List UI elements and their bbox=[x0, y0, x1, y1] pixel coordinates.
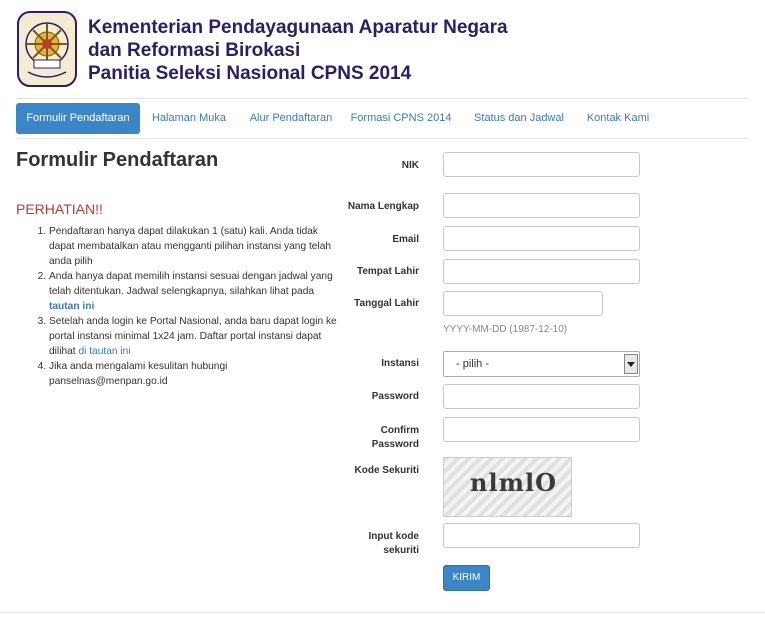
email-input[interactable] bbox=[443, 226, 640, 251]
nav-item-formulir-pendaftaran[interactable]: Formulir Pendaftaran bbox=[16, 103, 140, 134]
footer-divider bbox=[0, 612, 765, 613]
input-kode-label: Input kode sekuriti bbox=[368, 531, 419, 556]
notice-item: 1. Pendaftaran hanya dapat dilakukan 1 (satu) kali. Anda tidak dapat membatalkan atau mengganti pilihan instansi yang telah anda pilih bbox=[49, 224, 339, 269]
password-input[interactable] bbox=[443, 384, 640, 409]
notice-item: 3. Setelah anda login ke Portal Nasional, anda baru dapat login ke portal instansi minimal 1x24 jam. Daftar portal instansi dapat dilihat di tautan ini bbox=[49, 314, 339, 359]
tanggal-lahir-input[interactable] bbox=[443, 291, 603, 316]
password-label: Password bbox=[371, 391, 419, 402]
jadwal-link[interactable]: tautan ini bbox=[49, 301, 95, 312]
nama-lengkap-input[interactable] bbox=[443, 193, 640, 218]
main-nav bbox=[16, 103, 749, 134]
header-divider bbox=[16, 98, 749, 99]
email-label: Email bbox=[392, 234, 419, 245]
tempat-lahir-input[interactable] bbox=[443, 259, 640, 284]
confirm-password-label: Confirm Password bbox=[371, 425, 419, 450]
notice-item: 4. Jika anda mengalami kesulitan hubungi panselnas@menpan.go.id bbox=[49, 359, 339, 389]
tanggal-lahir-label: Tanggal Lahir bbox=[354, 298, 419, 309]
input-kode-sekuriti[interactable] bbox=[443, 523, 640, 548]
instansi-selected-value: - pilih - bbox=[456, 358, 490, 370]
nav-item-halaman-muka[interactable]: Halaman Muka bbox=[152, 112, 226, 124]
captcha-text: nlmlO bbox=[470, 468, 557, 497]
notice-list bbox=[27, 224, 339, 389]
instansi-select[interactable] bbox=[443, 351, 640, 377]
page-title: Formulir Pendaftaran bbox=[16, 149, 219, 171]
chevron-down-icon[interactable] bbox=[624, 354, 638, 374]
notice-item: 2. Anda hanya dapat memilih instansi sesuai dengan jadwal yang telah ditentukan. Jadwal selengkapnya, silahkan lihat pada tautan ini bbox=[49, 269, 339, 314]
tempat-lahir-label: Tempat Lahir bbox=[356, 266, 419, 277]
org-title-line2: dan Reformasi Birokasi bbox=[88, 40, 301, 61]
nik-input[interactable] bbox=[443, 152, 640, 177]
org-title-line3: Panitia Seleksi Nasional CPNS 2014 bbox=[88, 63, 412, 84]
nik-label: NIK bbox=[401, 160, 419, 171]
kode-sekuriti-label: Kode Sekuriti bbox=[354, 465, 419, 476]
site-header bbox=[16, 10, 756, 90]
nav-item-formasi-cpns[interactable]: Formasi CPNS 2014 bbox=[350, 112, 452, 124]
ministry-logo-icon bbox=[16, 10, 78, 88]
portal-instansi-link[interactable]: di tautan ini bbox=[78, 346, 131, 357]
tanggal-lahir-hint: YYYY-MM-DD (1987-12-10) bbox=[443, 324, 568, 335]
nav-divider bbox=[16, 138, 749, 139]
nav-item-kontak-kami[interactable]: Kontak Kami bbox=[586, 112, 650, 124]
nav-item-status-jadwal[interactable]: Status dan Jadwal bbox=[474, 112, 564, 124]
notice-title: PERHATIAN!! bbox=[16, 201, 103, 217]
nav-item-alur-pendaftaran[interactable]: Alur Pendaftaran bbox=[249, 112, 333, 124]
confirm-password-input[interactable] bbox=[443, 417, 640, 442]
captcha-image bbox=[443, 457, 572, 517]
instansi-label: Instansi bbox=[381, 358, 419, 369]
kirim-button[interactable]: KIRIM bbox=[443, 565, 490, 591]
organization-title bbox=[88, 16, 508, 85]
org-title-line1: Kementerian Pendayagunaan Aparatur Negara bbox=[88, 17, 508, 38]
nama-label: Nama Lengkap bbox=[347, 201, 419, 212]
